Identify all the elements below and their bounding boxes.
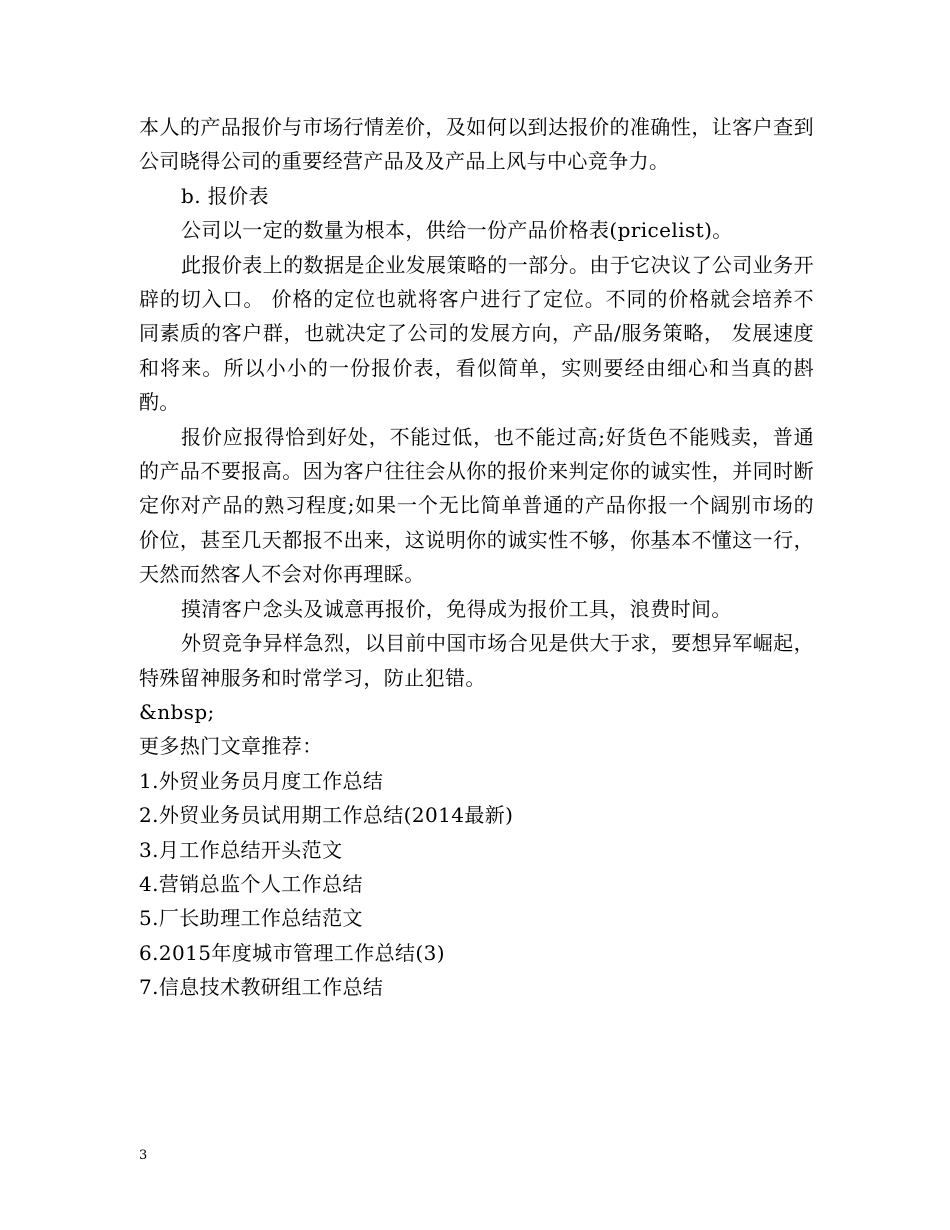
recommended-link[interactable]: 2.外贸业务员试用期工作总结(2014最新) bbox=[139, 803, 514, 828]
recommended-link[interactable]: 5.厂长助理工作总结范文 bbox=[139, 906, 363, 931]
document-body bbox=[139, 110, 814, 1005]
paragraph-competition: 外贸竞争异样急烈，以目前中国市场合见是供大于求，要想异军崛起，特殊留神服务和时常学习，防止犯错。 bbox=[139, 631, 814, 690]
paragraph-pricing-accuracy: 本人的产品报价与市场行情差价，及如何以到达报价的准确性，让客户查到公司晓得公司的重要经营产品及及产品上风与中心竞争力。 bbox=[139, 115, 814, 174]
recommended-link[interactable]: 3.月工作总结开头范文 bbox=[139, 837, 343, 862]
recommended-link[interactable]: 7.信息技术教研组工作总结 bbox=[139, 975, 384, 1000]
page-number: 3 bbox=[139, 1148, 148, 1163]
paragraph-know-customer: 摸清客户念头及诚意再报价，免得成为报价工具，浪费时间。 bbox=[181, 596, 732, 621]
paragraph-reasonable-quote: 报价应报得恰到好处，不能过低，也不能过高;好货色不能贱卖，普通的产品不要报高。因为客户往往会从你的报价来判定你的诚实性，并同时断定你对产品的熟习程度;如果一个无比简单普通的产品你报一个阔别市场的价位，甚至几天都报不出来，这说明你的诚实性不够，你基本不懂这一行，天然而然客人不会对你再理睬。 bbox=[139, 424, 814, 587]
paragraph-price-list-intro: 公司以一定的数量为根本，供给一份产品价格表(pricelist)。 bbox=[181, 218, 733, 243]
paragraph-price-strategy: 此报价表上的数据是企业发展策略的一部分。由于它决议了公司业务开辟的切入口。 价格的定位也就将客户进行了定位。不同的价格就会培养不同素质的客户群，也就决定了公司的发展方向，产品/服务策略， 发展速度和将来。所以小小的一份报价表，看似简单，实则要经由细心和当真的斟酌。 bbox=[139, 252, 814, 415]
recommended-list bbox=[139, 764, 814, 1005]
recommended-link[interactable]: 4.营销总监个人工作总结 bbox=[139, 871, 363, 896]
recommended-link[interactable]: 1.外贸业务员月度工作总结 bbox=[139, 768, 384, 793]
nbsp-text: &nbsp; bbox=[139, 699, 215, 724]
recommended-heading: 更多热门文章推荐： bbox=[139, 734, 323, 759]
section-heading-price-list: b. 报价表 bbox=[181, 183, 269, 208]
recommended-link[interactable]: 6.2015年度城市管理工作总结(3) bbox=[139, 940, 445, 965]
